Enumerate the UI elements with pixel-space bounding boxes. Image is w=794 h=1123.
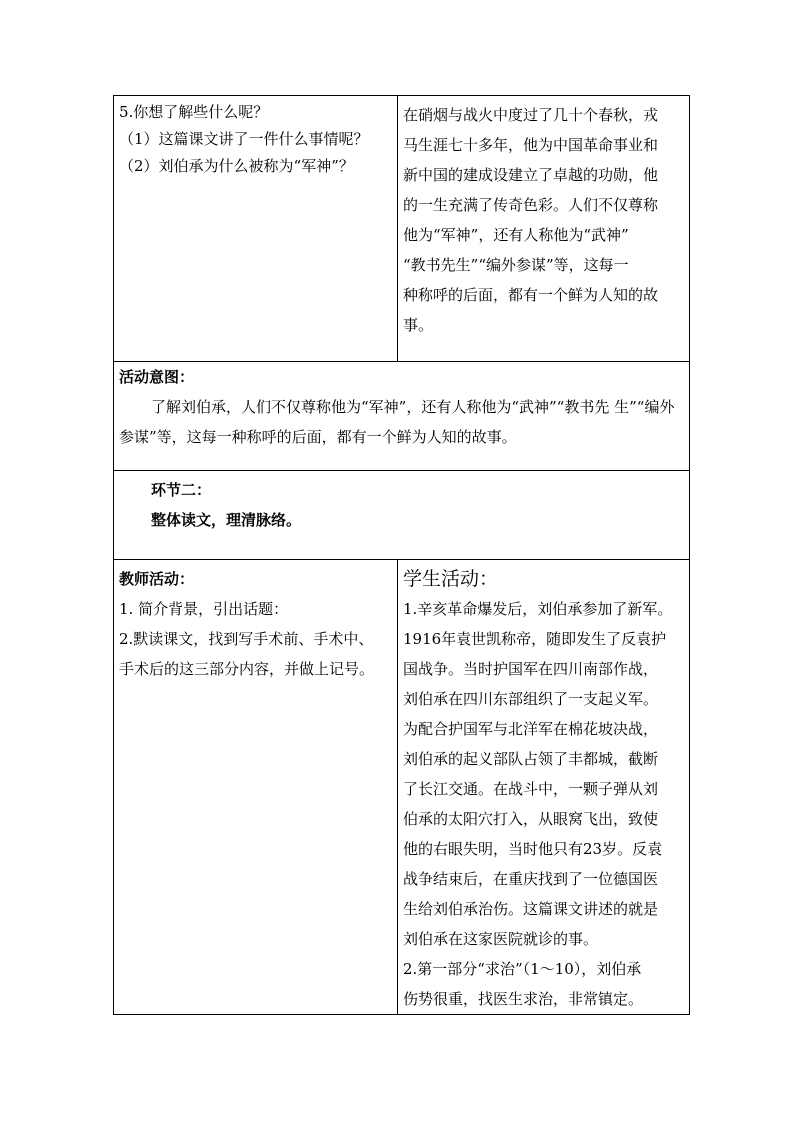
teacher-activity-heading: 教师活动： (119, 570, 195, 588)
intent-text-line: 了解刘伯承，人们不仅尊称他为“军神”，还有人称他为“武神”“教书先 (151, 398, 610, 416)
student-activity-line: 伯承的太阳穴打入，从眼窝飞出，致使 (403, 810, 659, 828)
answer-line: 新中国的建成设建立了卓越的功勋，他 (403, 166, 659, 184)
row-stage (114, 471, 690, 560)
student-activity-line: 1916年袁世凯称帝，随即发生了反袁护 (403, 630, 667, 648)
teacher-activity-cell (114, 560, 398, 1015)
answer-line: 种称呼的后面，都有一个鲜为人知的故 (403, 286, 659, 304)
answer-cell (398, 96, 690, 362)
answer-line: 的一生充满了传奇色彩。人们不仅尊称 (403, 196, 659, 214)
student-activity-line: 伤势很重，找医生求治，非常镇定。 (403, 990, 644, 1008)
answer-line: 他为“军神”，还有人称他为“武神” (403, 226, 629, 244)
student-activity-line: 刘伯承在四川东部组织了一支起义军。 (403, 690, 659, 708)
teacher-activity-line: 2.默读课文，找到写手术前、手术中、 (119, 630, 374, 648)
student-activity-cell (398, 560, 690, 1015)
question-line: 5.你想了解些什么呢？ (119, 103, 269, 121)
question-line: （1）这篇课文讲了一件什么事情呢？ (119, 130, 369, 148)
answer-line: “教书先生”“编外参谋”等，这每一 (403, 256, 629, 274)
teacher-activity-line: 手术后的这三部分内容，并做上记号。 (119, 660, 375, 678)
teacher-activity-line: 1. 简介背景，引出话题： (119, 600, 289, 618)
row-intent (114, 362, 690, 471)
answer-line: 马生涯七十多年，他为中国革命事业和 (403, 136, 659, 154)
intent-label: 活动意图： (119, 368, 195, 386)
student-activity-line: 刘伯承的起义部队占领了丰都城，截断 (403, 750, 659, 768)
answer-line: 在硝烟与战火中度过了几十个春秋，戎 (403, 106, 659, 124)
stage-title: 环节二： (151, 481, 212, 499)
lesson-plan-table (113, 95, 690, 1015)
student-activity-heading: 学生活动： (403, 568, 499, 590)
student-activity-line: 国战争。当时护国军在四川南部作战， (403, 660, 659, 678)
intent-text-line: 生”“编外参谋”等，这每一种称呼的后面，都有一个鲜为人知的故事。 (119, 398, 675, 446)
student-activity-line: 战争结束后，在重庆找到了一位德国医 (403, 870, 659, 888)
student-activity-line: 刘伯承在这家医院就诊的事。 (403, 930, 599, 948)
stage-cell (114, 471, 690, 560)
row-activities (114, 560, 690, 1015)
intent-cell (114, 362, 690, 471)
student-activity-line: 为配合护国军与北洋军在棉花坡决战， (403, 720, 659, 738)
student-activity-line: 了长江交通。在战斗中，一颗子弹从刘 (403, 780, 659, 798)
answer-line: 事。 (403, 316, 434, 334)
question-line: （2）刘伯承为什么被称为“军神”？ (119, 157, 354, 175)
student-activity-line: 2.第一部分“求治”（1～10），刘伯承 (403, 960, 642, 978)
questions-cell (114, 96, 398, 362)
row-questions (114, 96, 690, 362)
student-activity-line: 生给刘伯承治伤。这篇课文讲述的就是 (403, 900, 659, 918)
student-activity-line: 1.辛亥革命爆发后，刘伯承参加了新军。 (403, 600, 673, 618)
stage-subtitle: 整体读文，理清脉络。 (151, 511, 302, 529)
student-activity-line: 他的右眼失明，当时他只有23岁。反袁 (403, 840, 663, 858)
